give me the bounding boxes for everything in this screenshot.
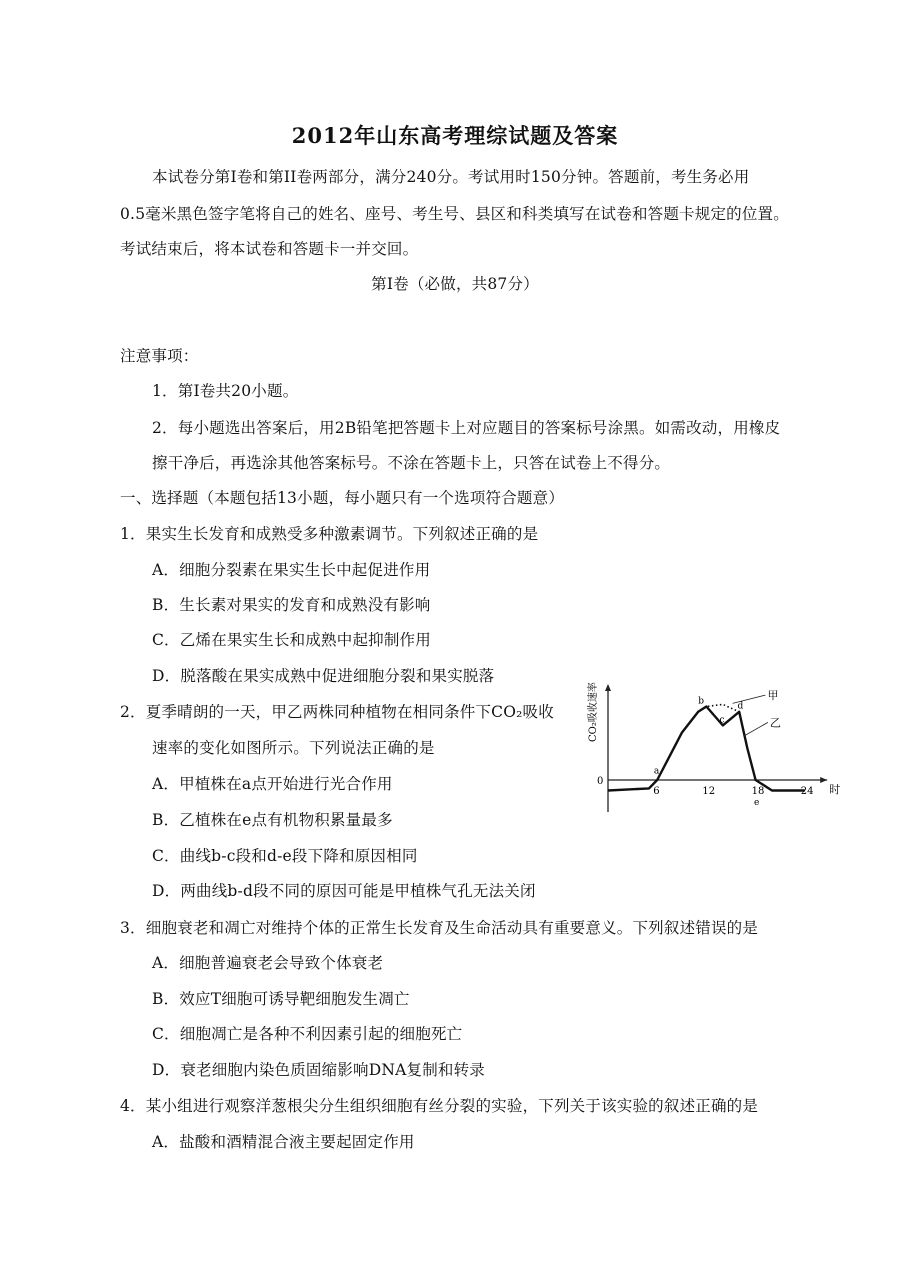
q2-option-d: D．两曲线b-d段不同的原因可能是甲植株气孔无法关闭: [152, 882, 536, 900]
notes-heading: 注意事项：: [120, 347, 199, 365]
q2-stem-line-2: 速率的变化如图所示。下列说法正确的是: [152, 739, 435, 757]
intro-line-1: 本试卷分第I卷和第II卷两部分，满分240分。考试用时150分钟。答题前，考生务必用: [152, 168, 750, 186]
point-label-b: b: [698, 696, 704, 707]
q3-stem: 3．细胞衰老和凋亡对维持个体的正常生长发育及生命活动具有重要意义。下列叙述错误的是: [120, 919, 759, 937]
notes-item-2-line-2: 擦干净后，再选涂其他答案标号。不涂在答题卡上，只答在试卷上不得分。: [152, 454, 671, 472]
x-tick-label-18: 18: [751, 786, 765, 797]
q1-option-a: A．细胞分裂素在果实生长中起促进作用: [152, 561, 431, 579]
q3-option-a: A．细胞普遍衰老会导致个体衰老: [152, 954, 384, 972]
point-label-e: e: [753, 798, 760, 809]
intro-line-3: 考试结束后，将本试卷和答题卡一并交回。: [120, 240, 419, 258]
q4-stem: 4．某小组进行观察洋葱根尖分生组织细胞有丝分裂的实验，下列关于该实验的叙述正确的是: [120, 1097, 759, 1115]
section-header: 第I卷（必做，共87分）: [371, 275, 539, 293]
legend-label-1: 乙: [769, 716, 781, 730]
q2-option-b: B．乙植株在e点有机物积累量最多: [152, 811, 393, 829]
legend-leader-1: [744, 722, 768, 736]
x-tick-label-12: 12: [702, 786, 716, 797]
x-axis-arrow: [820, 777, 827, 783]
notes-item-2-line-1: 2．每小题选出答案后，用2B铅笔把答题卡上对应题目的答案标号涂黑。如需改动，用橡皮: [152, 419, 781, 437]
notes-item-1: 1．第I卷共20小题。: [152, 382, 299, 400]
q3-option-d: D．衰老细胞内染色质固缩影响DNA复制和转录: [152, 1061, 486, 1079]
q4-option-a: A．盐酸和酒精混合液主要起固定作用: [152, 1133, 415, 1151]
q3-option-b: B．效应T细胞可诱导靶细胞发生凋亡: [152, 990, 410, 1008]
x-axis-label: 时: [829, 783, 841, 796]
q2-option-a: A．甲植株在a点开始进行光合作用: [152, 775, 393, 793]
origin-label: 0: [597, 776, 604, 787]
x-tick-label-24: 24: [800, 786, 814, 797]
point-label-d: d: [737, 701, 744, 712]
x-tick-label-6: 6: [653, 786, 660, 797]
co2-absorption-chart: [586, 680, 841, 815]
q1-option-b: B．生长素对果实的发育和成熟没有影响: [152, 596, 431, 614]
page-title: 2012年山东高考理综试题及答案: [291, 123, 619, 148]
y-axis-arrow: [605, 684, 611, 691]
q3-option-c: C．细胞凋亡是各种不利因素引起的细胞死亡: [152, 1025, 463, 1043]
chart-axes: [586, 682, 840, 812]
point-label-a: a: [653, 766, 660, 777]
q1-option-c: C．乙烯在果实生长和成熟中起抑制作用: [152, 631, 431, 649]
intro-line-2: 0.5毫米黑色签字笔将自己的姓名、座号、考生号、县区和科类填写在试卷和答题卡规定的位置。: [120, 205, 789, 223]
q2-option-c: C．曲线b-c段和d-e段下降和原因相同: [152, 847, 418, 865]
legend-label-0: 甲: [767, 689, 779, 703]
q2-stem-line-1: 2．夏季晴朗的一天，甲乙两株同种植物在相同条件下CO₂吸收: [120, 703, 554, 721]
point-label-c: c: [719, 715, 725, 726]
q1-stem: 1．果实生长发育和成熟受多种激素调节。下列叙述正确的是: [120, 525, 539, 543]
y-axis-label: CO₂吸收速率: [588, 682, 599, 742]
q1-option-d: D．脱落酸在果实成熟中促进细胞分裂和果实脱落: [152, 667, 495, 685]
part1-heading: 一、选择题（本题包括13小题，每小题只有一个选项符合题意）: [120, 489, 565, 507]
